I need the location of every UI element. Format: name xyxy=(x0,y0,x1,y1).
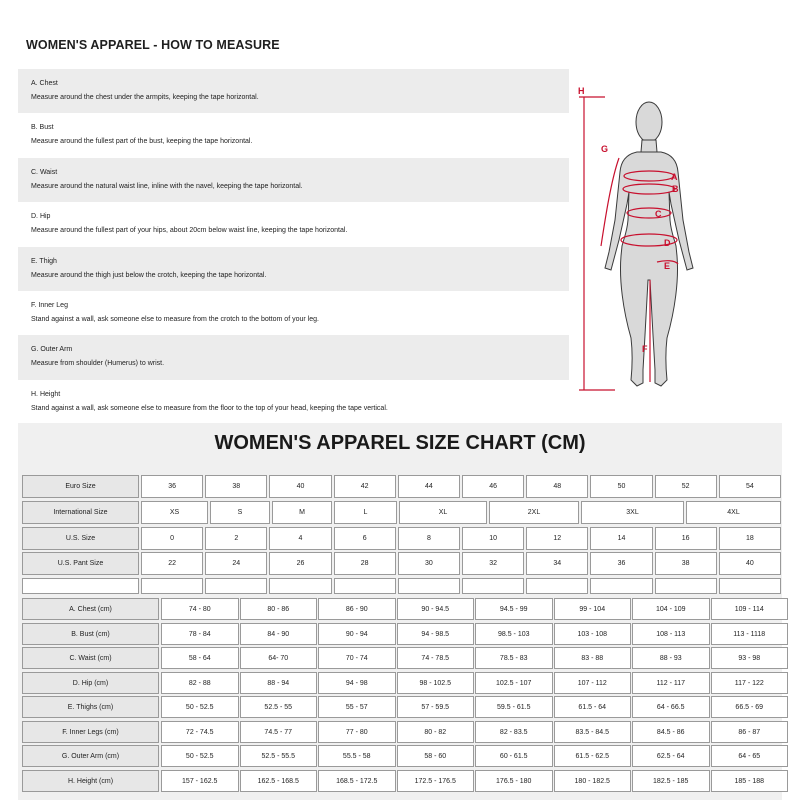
measurement-cell: 64- 70 xyxy=(240,647,318,669)
measurement-cell: 58 - 60 xyxy=(397,745,475,767)
label-e: E xyxy=(664,261,671,271)
us-pant-size-cell: 28 xyxy=(334,552,396,575)
intl-size-cell: M xyxy=(272,501,332,524)
measurement-cell: 94.5 - 99 xyxy=(475,598,553,620)
instruction-name: A. Chest xyxy=(31,80,58,87)
measurement-cell: 94 - 98.5 xyxy=(397,623,475,645)
measurement-cell: 112 - 117 xyxy=(632,672,710,694)
euro-size-cell: 52 xyxy=(655,475,717,498)
measurement-cell: 117 - 122 xyxy=(711,672,789,694)
euro-size-cell: 36 xyxy=(141,475,203,498)
measurement-cell: 104 - 109 xyxy=(632,598,710,620)
instruction-desc: Measure around the fullest part of your hips, about 20cm below waist line, keeping the tape horizontal. xyxy=(31,227,348,235)
instruction-height xyxy=(18,380,569,424)
us-pant-size-cell: 36 xyxy=(590,552,652,575)
label-h: H xyxy=(578,86,585,96)
label-a: A xyxy=(671,172,678,182)
measurement-cell: 172.5 - 176.5 xyxy=(397,770,475,792)
instruction-thigh xyxy=(18,247,569,291)
spacer-cell xyxy=(526,578,588,594)
us-size-cell: 10 xyxy=(462,527,524,550)
measurement-cell: 78 - 84 xyxy=(161,623,239,645)
intl-size-cell: 2XL xyxy=(489,501,579,524)
instruction-desc: Stand against a wall, ask someone else to measure from the crotch to the bottom of your leg. xyxy=(31,315,319,323)
row-label: International Size xyxy=(22,501,139,524)
measurement-cell: 83.5 - 84.5 xyxy=(554,721,632,743)
measurement-cell: 182.5 - 185 xyxy=(632,770,710,792)
row-label: A. Chest (cm) xyxy=(22,598,159,620)
measure-instructions xyxy=(18,69,569,424)
us-size-cell: 16 xyxy=(655,527,717,550)
measurement-cell: 98 - 102.5 xyxy=(397,672,475,694)
euro-size-cell: 42 xyxy=(334,475,396,498)
measurement-cell: 185 - 188 xyxy=(711,770,789,792)
us-pant-size-cell: 22 xyxy=(141,552,203,575)
us-size-cell: 14 xyxy=(590,527,652,550)
instruction-bust xyxy=(18,113,569,157)
euro-size-cell: 38 xyxy=(205,475,267,498)
label-d: D xyxy=(664,238,671,248)
measurement-cell: 176.5 - 180 xyxy=(475,770,553,792)
measurement-cell: 80 - 82 xyxy=(397,721,475,743)
row-label: F. Inner Legs (cm) xyxy=(22,721,159,743)
measurement-cell: 60 - 61.5 xyxy=(475,745,553,767)
spacer-cell xyxy=(269,578,331,594)
mannequin-silhouette xyxy=(605,102,693,386)
measurement-cell: 162.5 - 168.5 xyxy=(240,770,318,792)
measurement-cell: 52.5 - 55 xyxy=(240,696,318,718)
euro-size-cell: 48 xyxy=(526,475,588,498)
us-pant-size-cell: 24 xyxy=(205,552,267,575)
measurement-cell: 62.5 - 64 xyxy=(632,745,710,767)
measurement-cell: 157 - 162.5 xyxy=(161,770,239,792)
instruction-desc: Measure around the natural waist line, inline with the navel, keeping the tape horizontal. xyxy=(31,182,303,190)
measurement-cell: 103 - 108 xyxy=(554,623,632,645)
measurement-cell: 86 - 90 xyxy=(318,598,396,620)
measurement-cell: 61.5 - 62.5 xyxy=(554,745,632,767)
page-title: WOMEN'S APPAREL - HOW TO MEASURE xyxy=(26,38,280,52)
us-size-cell: 2 xyxy=(205,527,267,550)
instruction-waist xyxy=(18,158,569,202)
label-g: G xyxy=(601,144,609,154)
intl-size-cell: 4XL xyxy=(686,501,781,524)
instruction-chest xyxy=(18,69,569,113)
measurement-cell: 93 - 98 xyxy=(711,647,789,669)
instruction-name: D. Hip xyxy=(31,213,51,221)
row-label: E. Thighs (cm) xyxy=(22,696,159,718)
measurement-cell: 61.5 - 64 xyxy=(554,696,632,718)
instruction-name: C. Waist xyxy=(31,168,58,176)
measurement-cell: 102.5 - 107 xyxy=(475,672,553,694)
measurement-cell: 74 - 78.5 xyxy=(397,647,475,669)
measurement-cell: 55.5 - 58 xyxy=(318,745,396,767)
measurement-cell: 108 - 113 xyxy=(632,623,710,645)
measurement-cell: 109 - 114 xyxy=(711,598,789,620)
row-label: H. Height (cm) xyxy=(22,770,159,792)
row-label: U.S. Size xyxy=(22,527,139,550)
measurement-cell: 180 - 182.5 xyxy=(554,770,632,792)
intl-size-cell: XL xyxy=(399,501,487,524)
measurement-cell: 58 - 64 xyxy=(161,647,239,669)
us-size-cell: 12 xyxy=(526,527,588,550)
instruction-name: H. Height xyxy=(31,390,61,398)
instruction-desc: Measure around the thigh just below the crotch, keeping the tape horizontal. xyxy=(31,271,267,279)
us-pant-size-cell: 40 xyxy=(719,552,781,575)
measurement-cell: 66.5 - 69 xyxy=(711,696,789,718)
label-b: B xyxy=(672,184,679,194)
spacer-cell xyxy=(334,578,396,594)
measurement-cell: 74.5 - 77 xyxy=(240,721,318,743)
instruction-desc: Measure around the fullest part of the bust, keeping the tape horizontal. xyxy=(31,138,253,146)
size-chart-title: WOMEN'S APPAREL SIZE CHART (CM) xyxy=(214,432,586,454)
us-pant-size-cell: 34 xyxy=(526,552,588,575)
measurement-cell: 64 - 65 xyxy=(711,745,789,767)
us-size-cell: 4 xyxy=(269,527,331,550)
measurement-cell: 80 - 86 xyxy=(240,598,318,620)
euro-size-cell: 44 xyxy=(398,475,460,498)
measurement-cell: 90 - 94.5 xyxy=(397,598,475,620)
instruction-outer-arm xyxy=(18,335,569,379)
us-pant-size-cell: 26 xyxy=(269,552,331,575)
spacer-cell xyxy=(141,578,203,594)
instruction-name: E. Thigh xyxy=(31,257,57,265)
spacer-cell xyxy=(655,578,717,594)
measurement-cell: 107 - 112 xyxy=(554,672,632,694)
spacer-cell xyxy=(398,578,460,594)
us-size-cell: 18 xyxy=(719,527,781,550)
us-pant-size-cell: 32 xyxy=(462,552,524,575)
measurement-cell: 74 - 80 xyxy=(161,598,239,620)
measurement-cell: 82 - 83.5 xyxy=(475,721,553,743)
spacer-cell xyxy=(590,578,652,594)
euro-size-cell: 54 xyxy=(719,475,781,498)
instruction-desc: Measure from shoulder (Humerus) to wrist. xyxy=(31,360,165,368)
measurement-cell: 70 - 74 xyxy=(318,647,396,669)
measurement-cell: 59.5 - 61.5 xyxy=(475,696,553,718)
label-f: F xyxy=(642,344,648,354)
measurement-cell: 64 - 66.5 xyxy=(632,696,710,718)
measurement-cell: 88 - 94 xyxy=(240,672,318,694)
spacer-cell xyxy=(719,578,781,594)
intl-size-cell: L xyxy=(334,501,397,524)
instruction-name: B. Bust xyxy=(31,124,54,132)
euro-size-cell: 50 xyxy=(590,475,652,498)
measurement-cell: 55 - 57 xyxy=(318,696,396,718)
measurement-cell: 99 - 104 xyxy=(554,598,632,620)
measurement-cell: 84 - 90 xyxy=(240,623,318,645)
intl-size-cell: 3XL xyxy=(581,501,684,524)
euro-size-cell: 46 xyxy=(462,475,524,498)
instruction-name: G. Outer Arm xyxy=(31,346,73,354)
size-chart xyxy=(18,423,782,800)
euro-size-cell: 40 xyxy=(269,475,331,498)
us-size-cell: 0 xyxy=(141,527,203,550)
measurement-cell: 88 - 93 xyxy=(632,647,710,669)
us-pant-size-cell: 38 xyxy=(655,552,717,575)
measurement-cell: 50 - 52.5 xyxy=(161,745,239,767)
measurement-cell: 113 - 1118 xyxy=(711,623,789,645)
us-size-cell: 6 xyxy=(334,527,396,550)
instruction-name: F. Inner Leg xyxy=(31,301,68,309)
measurement-cell: 94 - 98 xyxy=(318,672,396,694)
measurement-cell: 77 - 80 xyxy=(318,721,396,743)
measurement-cell: 57 - 59.5 xyxy=(397,696,475,718)
measurement-cell: 168.5 - 172.5 xyxy=(318,770,396,792)
spacer-cell xyxy=(462,578,524,594)
measurement-cell: 98.5 - 103 xyxy=(475,623,553,645)
row-label: U.S. Pant Size xyxy=(22,552,139,575)
row-label: G. Outer Arm (cm) xyxy=(22,745,159,767)
row-label: B. Bust (cm) xyxy=(22,623,159,645)
measurement-cell: 90 - 94 xyxy=(318,623,396,645)
measurement-cell: 83 - 88 xyxy=(554,647,632,669)
measurement-cell: 84.5 - 86 xyxy=(632,721,710,743)
instruction-desc: Measure around the chest under the armpits, keeping the tape horizontal. xyxy=(31,94,259,101)
body-measurement-figure xyxy=(575,80,700,400)
intl-size-cell: S xyxy=(210,501,270,524)
spacer-cell xyxy=(205,578,267,594)
measurement-cell: 78.5 - 83 xyxy=(475,647,553,669)
row-label: C. Waist (cm) xyxy=(22,647,159,669)
spacer-cell xyxy=(22,578,139,594)
measurement-cell: 50 - 52.5 xyxy=(161,696,239,718)
intl-size-cell: XS xyxy=(141,501,208,524)
measurement-cell: 82 - 88 xyxy=(161,672,239,694)
us-pant-size-cell: 30 xyxy=(398,552,460,575)
instruction-desc: Stand against a wall, ask someone else to measure from the floor to the top of your head, keeping the tape vertical. xyxy=(31,404,388,412)
measurement-cell: 72 - 74.5 xyxy=(161,721,239,743)
row-label: Euro Size xyxy=(22,475,139,498)
row-label: D. Hip (cm) xyxy=(22,672,159,694)
instruction-hip xyxy=(18,202,569,246)
instruction-inner-leg xyxy=(18,291,569,335)
us-size-cell: 8 xyxy=(398,527,460,550)
label-c: C xyxy=(655,209,662,219)
measurement-cell: 52.5 - 55.5 xyxy=(240,745,318,767)
measurement-cell: 86 - 87 xyxy=(711,721,789,743)
